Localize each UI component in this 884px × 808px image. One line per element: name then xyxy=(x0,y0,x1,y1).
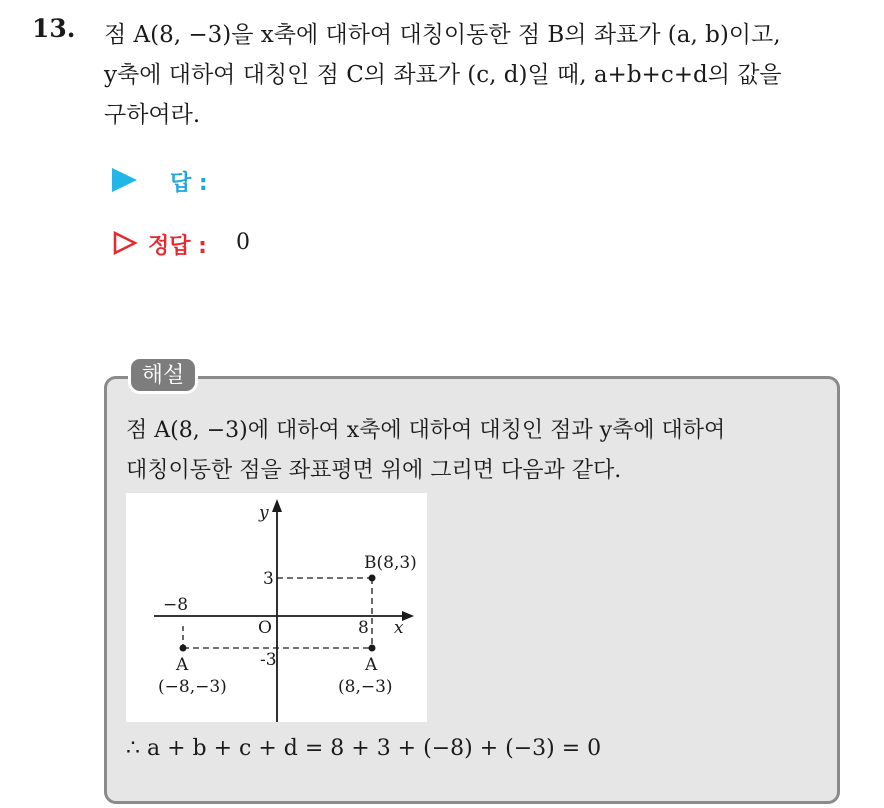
point-a-left xyxy=(180,645,187,652)
question-number: 13. xyxy=(32,14,76,43)
x-axis-arrow-icon xyxy=(402,611,414,621)
coordinate-graph xyxy=(126,493,427,722)
tick-label-3: 3 xyxy=(263,569,274,589)
question-line-2: y축에 대하여 대칭인 점 C의 좌표가 (c, d)일 때, a+b+c+d의 값을 xyxy=(104,62,782,88)
y-axis-arrow-icon xyxy=(272,499,282,512)
question-line-1: 점 A(8, −3)을 x축에 대하여 대칭이동한 점 B의 좌표가 (a, b)이고, xyxy=(104,22,781,48)
point-a-right xyxy=(369,645,376,652)
point-b xyxy=(369,575,376,582)
x-axis-label: x xyxy=(394,618,404,638)
tick-label-m8: −8 xyxy=(163,595,189,615)
y-axis-label: y xyxy=(259,503,269,523)
correct-answer-label: 정답 : xyxy=(148,234,207,259)
correct-answer-arrow-icon xyxy=(112,230,138,256)
solution-line-2: 대칭이동한 점을 좌표평면 위에 그리면 다음과 같다. xyxy=(126,458,622,483)
answer-label: 답 : xyxy=(170,171,208,196)
point-a-right-label: A xyxy=(365,655,378,675)
answer-arrow-icon xyxy=(112,168,137,192)
tick-label-8: 8 xyxy=(358,618,369,638)
point-b-label: B(8,3) xyxy=(364,553,417,573)
solution-tag: 해설 xyxy=(128,356,198,394)
question-line-3: 구하여라. xyxy=(104,102,201,128)
origin-label: O xyxy=(258,618,272,638)
point-a-right-coord: (8,−3) xyxy=(338,677,393,697)
point-a-left-coord: (−8,−3) xyxy=(158,677,227,697)
solution-line-1: 점 A(8, −3)에 대하여 x축에 대하여 대칭인 점과 y축에 대하여 xyxy=(126,418,726,443)
correct-answer-value: 0 xyxy=(236,230,250,255)
tick-label-m3: -3 xyxy=(260,650,277,670)
point-a-left-label: A xyxy=(176,655,189,675)
solution-final: ∴ a + b + c + d = 8 + 3 + (−8) + (−3) = 0 xyxy=(126,736,602,761)
